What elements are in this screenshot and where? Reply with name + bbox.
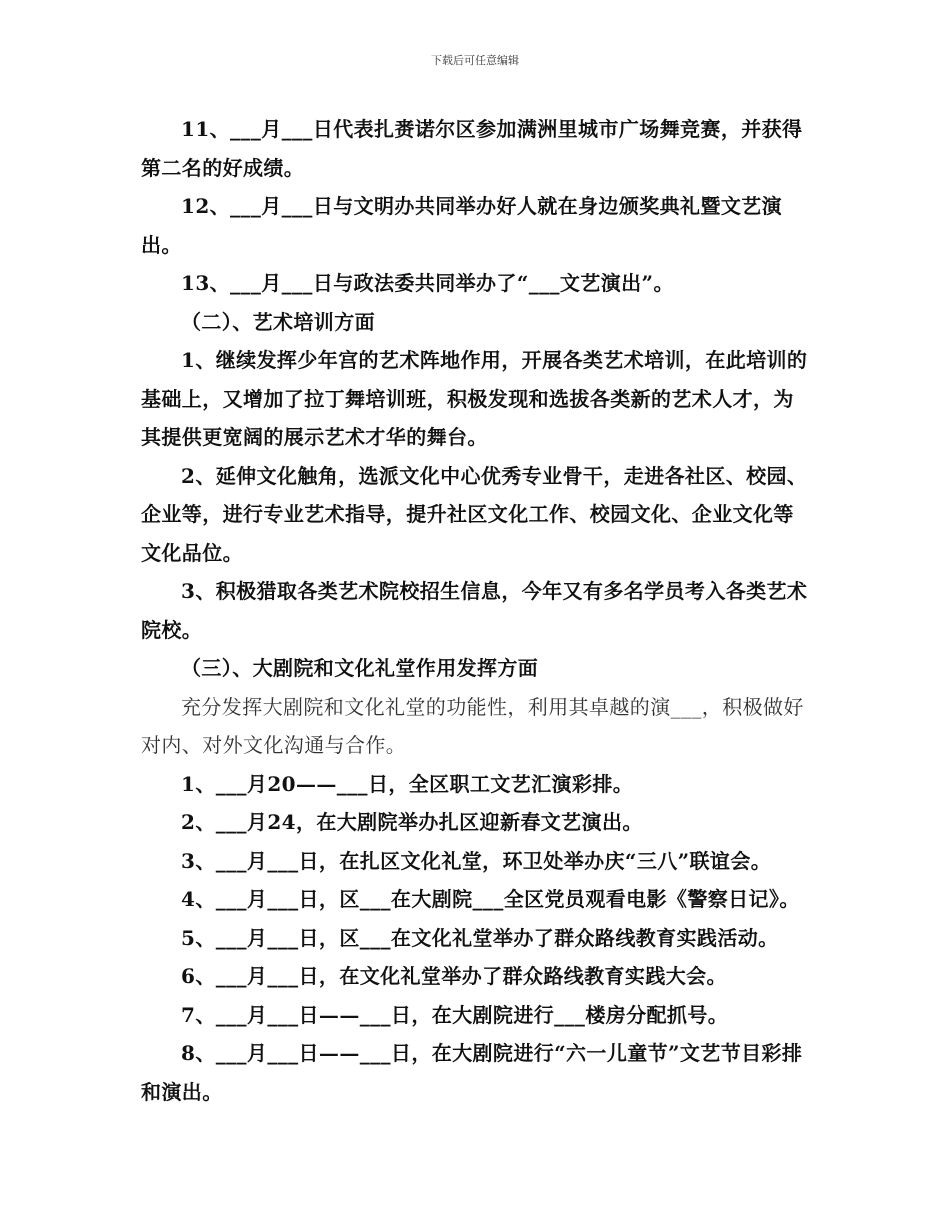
paragraph-training-3: 3、积极猎取各类艺术院校招生信息，今年又有多名学员考入各类艺术院校。 [141, 579, 808, 642]
paragraph-item-11: 11、___月___日代表扎赉诺尔区参加满洲里城市广场舞竞赛，并获得第二名的好成绩。 [141, 117, 803, 180]
page-header: 下载后可任意编辑 [431, 54, 519, 67]
paragraph-item-13: 13、___月___日与政法委共同举办了“___文艺演出”。 [181, 271, 674, 295]
section-heading-theater: （三）、大剧院和文化礼堂作用发挥方面 [181, 656, 539, 680]
paragraph-training-2: 2、延伸文化触角，选派文化中心优秀专业骨干，走进各社区、校园、企业等，进行专业艺术指导，提升社区文化工作、校园文化、企业文化等文化品位。 [141, 463, 808, 565]
paragraph-theater-7: 7、___月___日——___日，在大剧院进行___楼房分配抓号。 [181, 1002, 729, 1027]
paragraph-theater-8: 8、___月___日——___日，在大剧院进行“六一儿童节”文艺节目彩排和演出。 [141, 1041, 803, 1104]
document-body [141, 110, 811, 1111]
paragraph-item-12: 12、___月___日与文明办共同举办好人就在身边颁奖典礼暨文艺演出。 [141, 194, 783, 257]
paragraph-theater-4: 4、___月___日，区___在大剧院___全区党员观看电影《警察日记》。 [181, 887, 800, 911]
paragraph-training-1: 1、继续发挥少年宫的艺术阵地作用，开展各类艺术培训，在此培训的基础上，又增加了拉丁舞培训班，积极发现和选拔各类新的艺术人才，为其提供更宽阔的展示艺术才华的舞台。 [141, 348, 808, 449]
paragraph-theater-3: 3、___月___日，在扎区文化礼堂，环卫处举办庆“三八”联谊会。 [181, 848, 772, 873]
paragraph-theater-intro: 充分发挥大剧院和文化礼堂的功能性，利用其卓越的演___，积极做好对内、对外文化沟通与合作。 [141, 694, 804, 757]
paragraph-theater-5: 5、___月___日，区___在文化礼堂举办了群众路线教育实践活动。 [181, 925, 779, 950]
paragraph-theater-1: 1、___月20——___日，全区职工文艺汇演彩排。 [181, 771, 634, 796]
paragraph-theater-6: 6、___月___日，在文化礼堂举办了群众路线教育实践大会。 [181, 964, 727, 988]
paragraph-theater-2: 2、___月24，在大剧院举办扎区迎新春文艺演出。 [181, 810, 643, 834]
section-heading-art-training: （二）、艺术培训方面 [181, 309, 375, 334]
